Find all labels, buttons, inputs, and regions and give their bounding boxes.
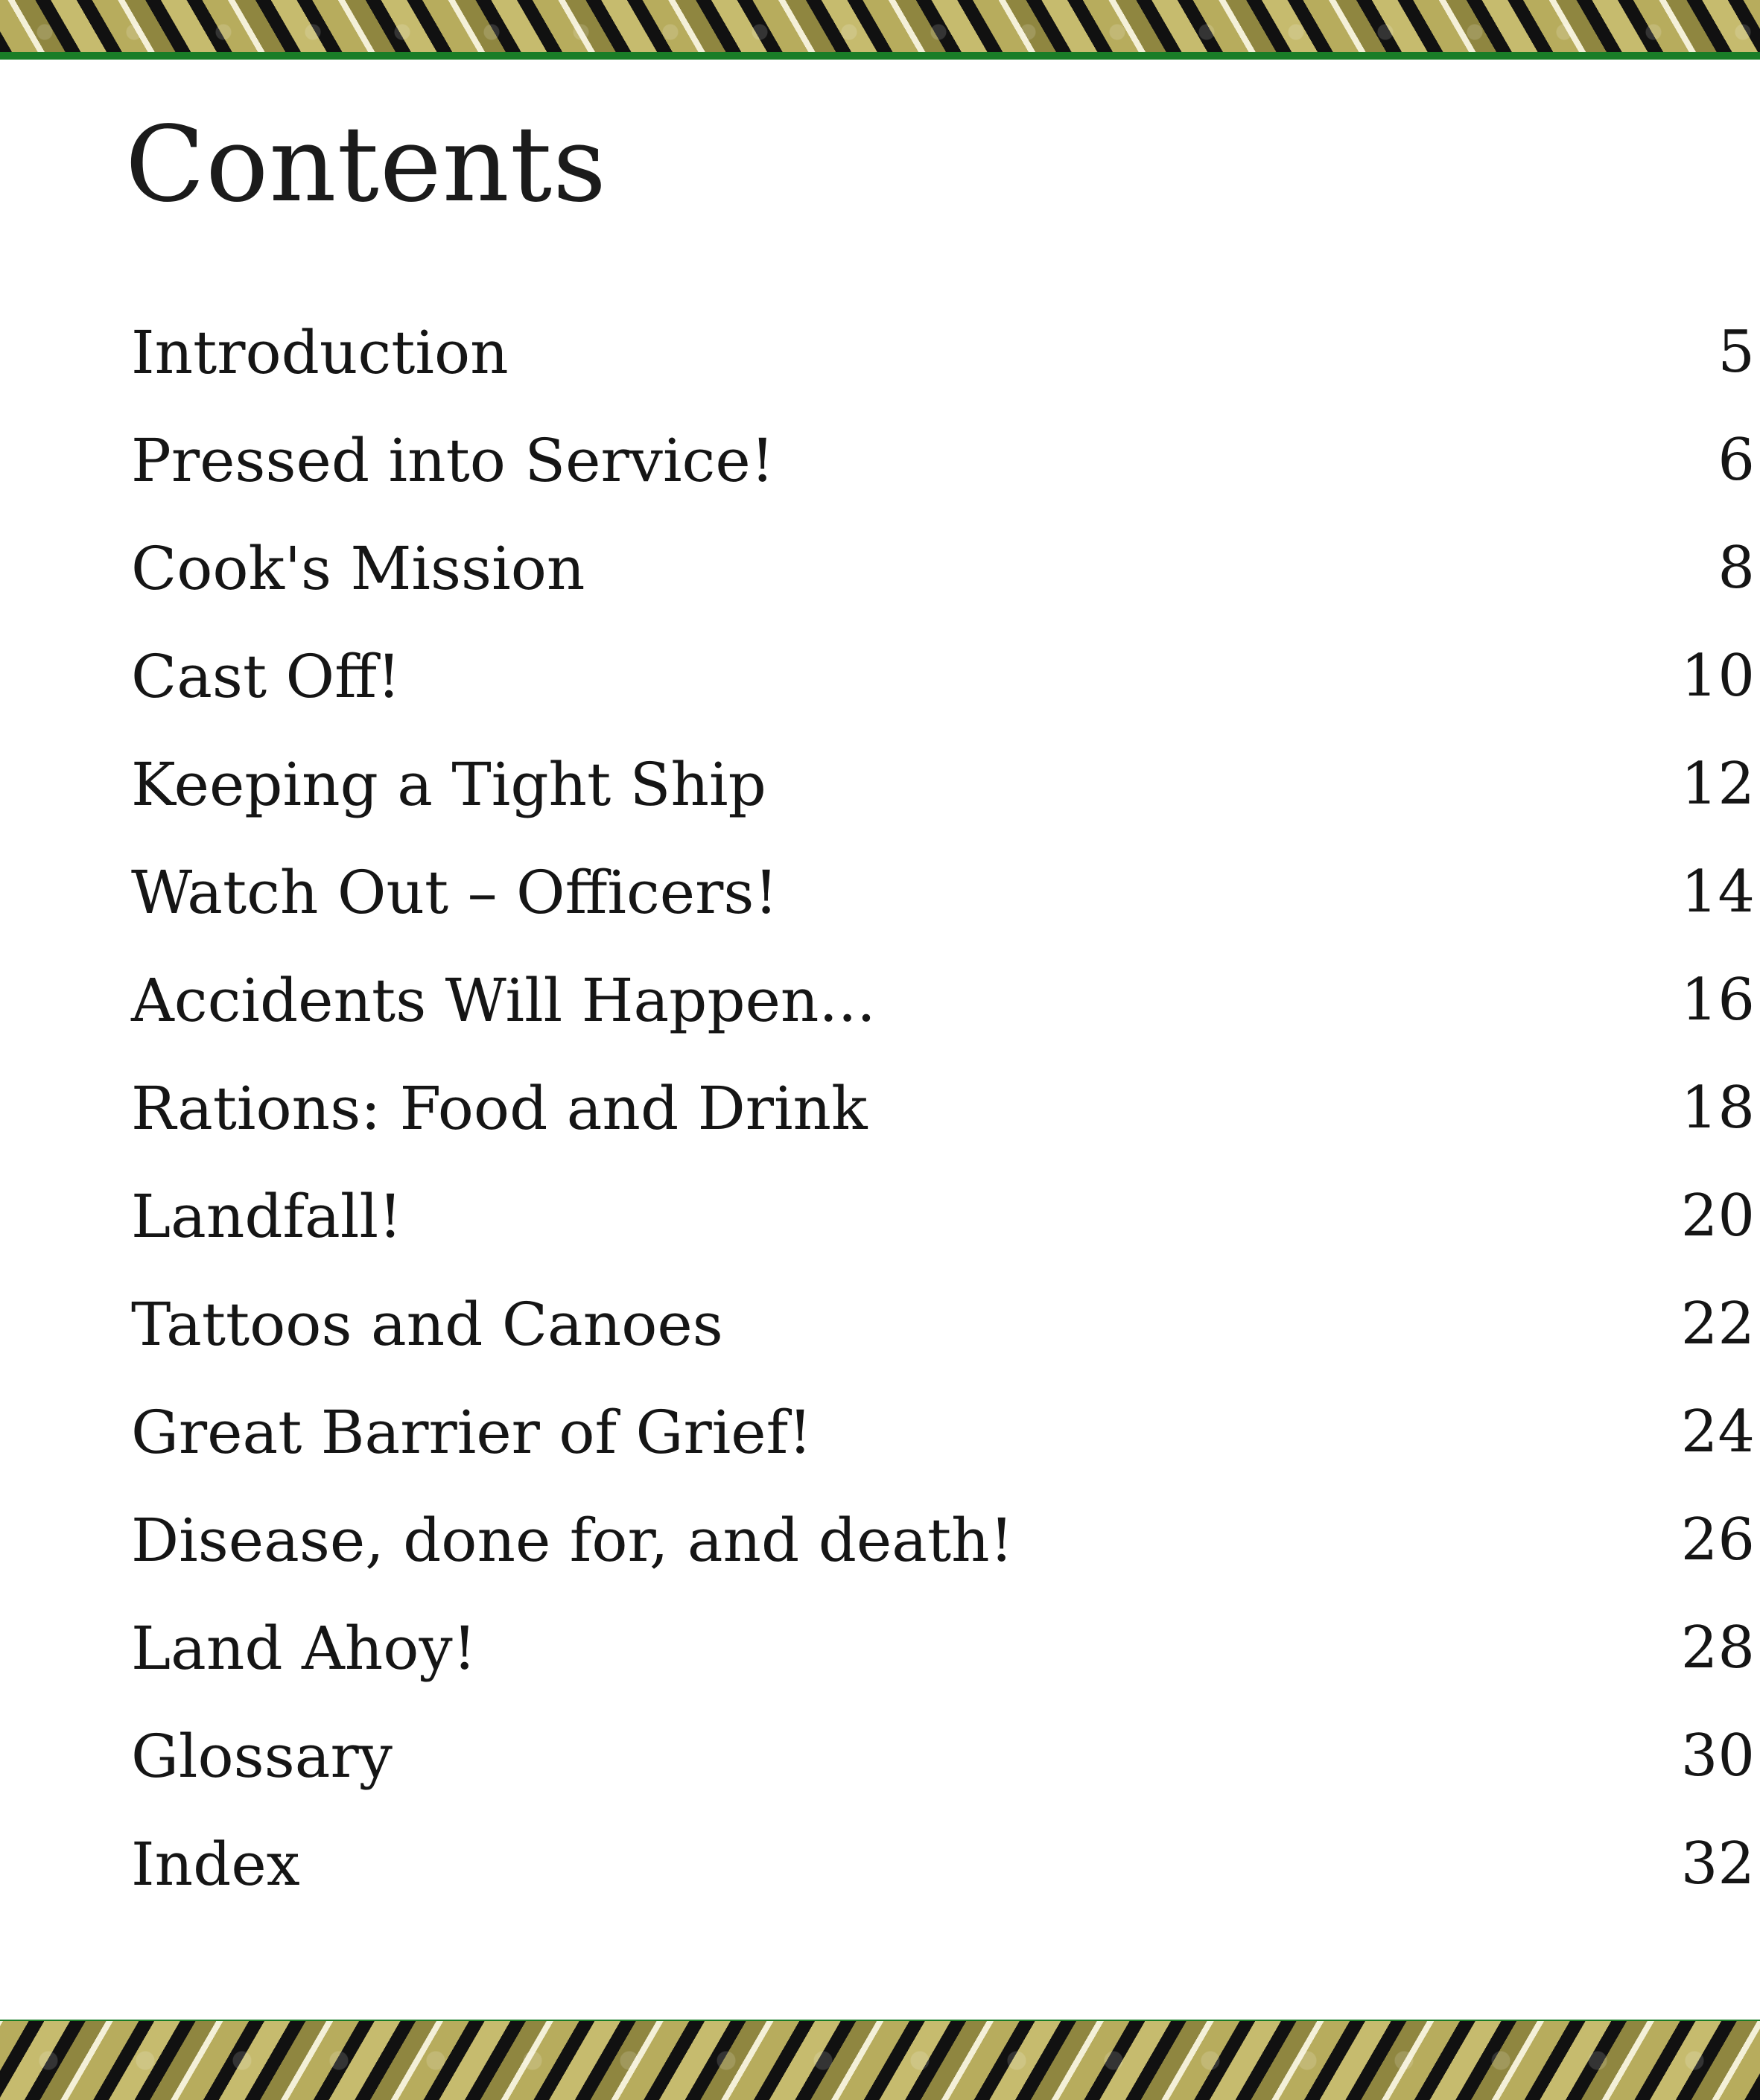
toc-item-label: Disease, done for, and death! xyxy=(131,1506,1014,1575)
toc-item-label: Glossary xyxy=(131,1722,393,1791)
green-rule-top xyxy=(0,52,1760,60)
toc-item[interactable] xyxy=(131,1398,1755,1511)
toc-item-label: Great Barrier of Grief! xyxy=(131,1398,813,1467)
toc-item-page: 12 xyxy=(1680,751,1755,818)
toc-item[interactable] xyxy=(131,858,1755,971)
toc-item-page: 28 xyxy=(1680,1614,1755,1681)
toc-item[interactable] xyxy=(131,1506,1755,1619)
toc-item-label: Tattoos and Canoes xyxy=(131,1290,723,1359)
toc-item[interactable] xyxy=(131,1830,1755,1943)
toc-item-page: 26 xyxy=(1680,1506,1755,1574)
toc-item[interactable] xyxy=(131,534,1755,647)
toc-item-label: Rations: Food and Drink xyxy=(131,1074,868,1143)
toc-item-page: 10 xyxy=(1680,643,1755,710)
toc-item-page: 22 xyxy=(1680,1291,1755,1358)
decorative-border-top xyxy=(0,0,1760,58)
toc-item-page: 32 xyxy=(1680,1830,1755,1897)
toc-item-page: 6 xyxy=(1718,427,1755,494)
toc-item-label: Accidents Will Happen... xyxy=(131,966,876,1035)
toc-item-page: 5 xyxy=(1718,319,1755,386)
toc-item-label: Landfall! xyxy=(131,1182,403,1251)
toc-item-page: 18 xyxy=(1680,1075,1755,1142)
toc-item[interactable] xyxy=(131,642,1755,755)
toc-item[interactable] xyxy=(131,1722,1755,1835)
decorative-border-bottom xyxy=(0,2021,1760,2100)
toc-item-label: Pressed into Service! xyxy=(131,426,775,495)
toc-item-label: Land Ahoy! xyxy=(131,1614,477,1683)
toc-item[interactable] xyxy=(131,1182,1755,1295)
toc-item[interactable] xyxy=(131,750,1755,863)
toc-item[interactable] xyxy=(131,318,1755,431)
toc-item-label: Watch Out – Officers! xyxy=(131,858,778,927)
toc-item[interactable] xyxy=(131,426,1755,539)
toc-item-label: Keeping a Tight Ship xyxy=(131,750,766,819)
toc-item-page: 30 xyxy=(1680,1722,1755,1789)
toc-item-label: Cast Off! xyxy=(131,642,401,711)
toc-item[interactable] xyxy=(131,1614,1755,1727)
table-of-contents xyxy=(131,318,1755,1943)
toc-item-label: Introduction xyxy=(131,318,509,387)
toc-item-page: 14 xyxy=(1680,859,1755,926)
toc-item[interactable] xyxy=(131,966,1755,1079)
toc-item-label: Index xyxy=(131,1830,300,1899)
toc-item-page: 16 xyxy=(1680,967,1755,1034)
toc-item-page: 20 xyxy=(1680,1183,1755,1250)
toc-item-page: 8 xyxy=(1718,535,1755,602)
toc-item-label: Cook's Mission xyxy=(131,534,585,603)
page-title: Contents xyxy=(125,104,607,226)
toc-item[interactable] xyxy=(131,1290,1755,1403)
toc-item-page: 24 xyxy=(1680,1399,1755,1466)
toc-item[interactable] xyxy=(131,1074,1755,1187)
